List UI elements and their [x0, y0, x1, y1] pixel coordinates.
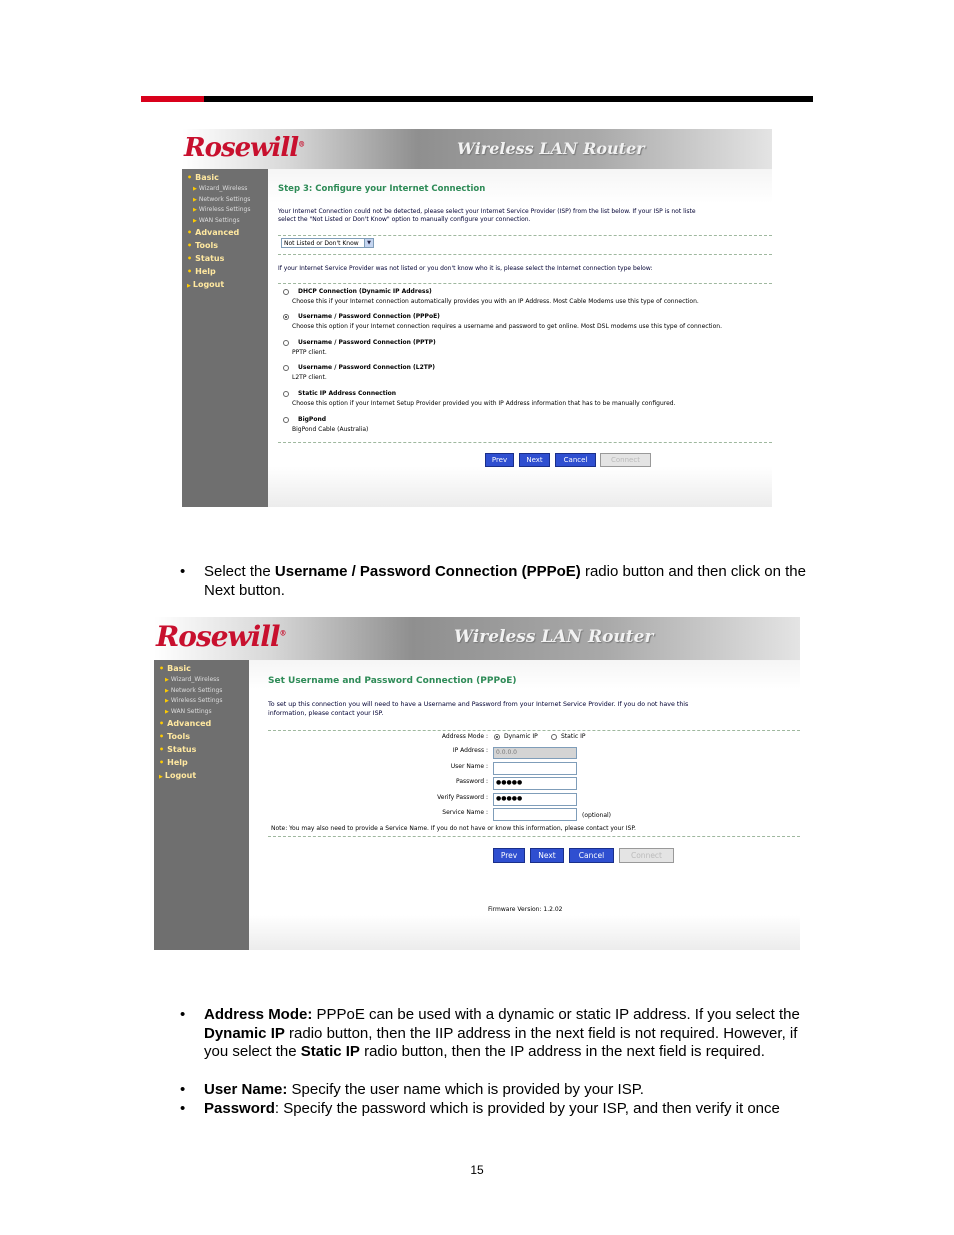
bullet-icon: • [180, 563, 186, 580]
intro-line-1: To set up this connection you will need to have a Username and Password from your Internet Service Provider. If you do not have this [268, 701, 689, 708]
ip-address-field[interactable]: 0.0.0.0 [493, 747, 577, 759]
isp-select[interactable]: Not Listed or Don't Know ▼ [281, 238, 374, 248]
connect-button[interactable]: Connect [600, 453, 651, 467]
product-title: Wireless LAN Router [457, 139, 645, 158]
divider [268, 836, 800, 837]
nav-basic[interactable]: • Basic [159, 664, 191, 673]
verify-password-field[interactable]: ●●●●● [493, 793, 577, 806]
nav-tools[interactable]: • Tools [159, 732, 191, 741]
ip-address-label: IP Address : [452, 747, 488, 754]
user-name-field[interactable] [493, 762, 577, 775]
service-name-field[interactable] [493, 808, 577, 821]
radio-static-ip[interactable] [551, 734, 557, 740]
nav-wireless-settings[interactable]: ▶ Wireless Settings [165, 697, 223, 704]
bullet-icon: • [180, 1100, 186, 1117]
nav-status[interactable]: • Status [187, 254, 225, 263]
prev-button[interactable]: Prev [493, 848, 525, 863]
intro-line-1: Your Internet Connection could not be detected, please select your Internet Service Provider (ISP) from the list below. If your ISP is not liste [278, 208, 696, 215]
address-mode-label: Address Mode : [441, 733, 488, 740]
cancel-button[interactable]: Cancel [569, 848, 614, 863]
rosewill-logo: Rosewill® [156, 620, 286, 653]
password-label: Password : [456, 778, 488, 785]
optional-hint: (optional) [582, 812, 611, 819]
header-rule-accent [141, 96, 204, 102]
nav-wan-settings[interactable]: ▶ WAN Settings [193, 216, 240, 224]
radio-dynamic-ip[interactable] [494, 734, 500, 740]
divider [268, 730, 800, 731]
nav-advanced[interactable]: • Advanced [159, 719, 212, 728]
nav-basic[interactable]: • Basic [187, 173, 219, 182]
verify-password-label: Verify Password : [437, 794, 488, 801]
page-title: Set Username and Password Connection (PPPoE) [268, 676, 517, 686]
bullet-icon: • [180, 1006, 186, 1023]
rosewill-logo: Rosewill® [184, 133, 305, 163]
nav-logout[interactable]: ▶ Logout [159, 771, 197, 780]
next-button[interactable]: Next [530, 848, 564, 863]
step-title: Step 3: Configure your Internet Connection [278, 184, 486, 194]
service-name-note: Note: You may also need to provide a Service Name. If you do not have or know this information, please contact your ISP. [271, 825, 636, 832]
service-name-label: Service Name : [442, 809, 488, 816]
nav-network-settings[interactable]: ▶ Network Settings [165, 686, 223, 694]
next-button[interactable]: Next [519, 453, 550, 467]
nav-network-settings[interactable]: ▶ Network Settings [193, 195, 251, 203]
connect-button[interactable]: Connect [619, 848, 674, 863]
radio-bigpond[interactable] [283, 417, 289, 423]
header-rule [141, 96, 813, 102]
nav-wireless-settings[interactable]: ▶ Wireless Settings [193, 206, 251, 213]
radio-static-ip[interactable] [283, 391, 289, 397]
divider [278, 283, 772, 284]
radio-pppoe[interactable] [283, 314, 289, 320]
nav-logout[interactable]: ▶ Logout [187, 280, 225, 289]
page-number: 15 [470, 1163, 484, 1177]
nav-wan-settings[interactable]: ▶ WAN Settings [165, 707, 212, 715]
sidebar-nav [187, 171, 250, 293]
nav-help[interactable]: • Help [159, 758, 188, 767]
intro-line-2: select the "Not Listed or Don't Know" option to manually configure your connection. [278, 216, 531, 223]
nav-help[interactable]: • Help [187, 267, 216, 276]
sidebar-nav [159, 662, 222, 784]
router-screenshot-step3: Rosewill® Wireless LAN Router • Basic ▶ Wizard_Wireless ▶ Network Settings ▶ Wireless Settings ▶ WAN Settings • Advanced • Tools • Status • Help ▶ Logout Step 3: Configure your Internet Connection Your Internet Connection could not be detected, please select your Internet Service Provider (ISP) from the list below. If your ISP is not liste select the "Not Listed or Don't Know" option to manually configure your connection. Not Listed or Don't Know ▼ If your Internet Service Provider was not listed or you don't know who it is, please select the Internet connection type below: DHCP Connection (Dynamic IP Address) Choose this if your Internet connection automatically provides you with an IP Address. Most Cable Modems use this type of connection. Username / Password Connection (PPPoE) Choose this option if your Internet connection requires a username and password to get online. Most DSL modems use this type of connection. Username / Password Connection (PPTP) PPTP client. Username / Password Connection (L2TP) L2TP client. Static IP Address Connection Choose this option if your Internet Setup Provider provided you with IP Address information that has to be manually configured. BigPond BigPond Cable (Australia) Prev Next Cancel Connect [182, 129, 772, 507]
nav-status[interactable]: • Status [159, 745, 197, 754]
nav-wizard-wireless[interactable]: ▶ Wizard_Wireless [165, 676, 220, 683]
prev-button[interactable]: Prev [485, 453, 514, 467]
firmware-version: Firmware Version: 1.2.02 [488, 906, 563, 913]
divider [278, 442, 772, 443]
divider [278, 235, 772, 236]
password-field[interactable]: ●●●●● [493, 777, 577, 790]
chevron-down-icon: ▼ [364, 239, 373, 247]
radio-l2tp[interactable] [283, 365, 289, 371]
nav-wizard-wireless[interactable]: ▶ Wizard_Wireless [193, 185, 248, 192]
connection-type-prompt: If your Internet Service Provider was not listed or you don't know who it is, please select the Internet connection type below: [278, 265, 653, 272]
radio-pptp[interactable] [283, 340, 289, 346]
radio-dhcp[interactable] [283, 289, 289, 295]
router-screenshot-pppoe: Rosewill® Wireless LAN Router • Basic ▶ Wizard_Wireless ▶ Network Settings ▶ Wireless Settings ▶ WAN Settings • Advanced • Tools • Status • Help ▶ Logout Set Username and Password Connection (PPPoE) To set up this connection you will need to have a Username and Password from your Internet Service Provider. If you do not have this information, please contact your ISP. Address Mode : Dynamic IP Static IP IP Address : 0.0.0.0 User Name : Password : ●●●●● Verify Password : ●●●●● Service Name : (optional) Note: You may also need to provide a Service Name. If you do not have or know this information, please contact your ISP. Prev Next Cancel Connect Firmware Version: 1.2.02 [154, 617, 800, 950]
cancel-button[interactable]: Cancel [555, 453, 596, 467]
nav-tools[interactable]: • Tools [187, 241, 219, 250]
product-title: Wireless LAN Router [454, 627, 654, 647]
bullet-icon: • [180, 1081, 186, 1098]
intro-line-2: information, please contact your ISP. [268, 710, 384, 717]
nav-advanced[interactable]: • Advanced [187, 228, 240, 237]
user-name-label: User Name : [450, 763, 488, 770]
divider [278, 254, 772, 255]
